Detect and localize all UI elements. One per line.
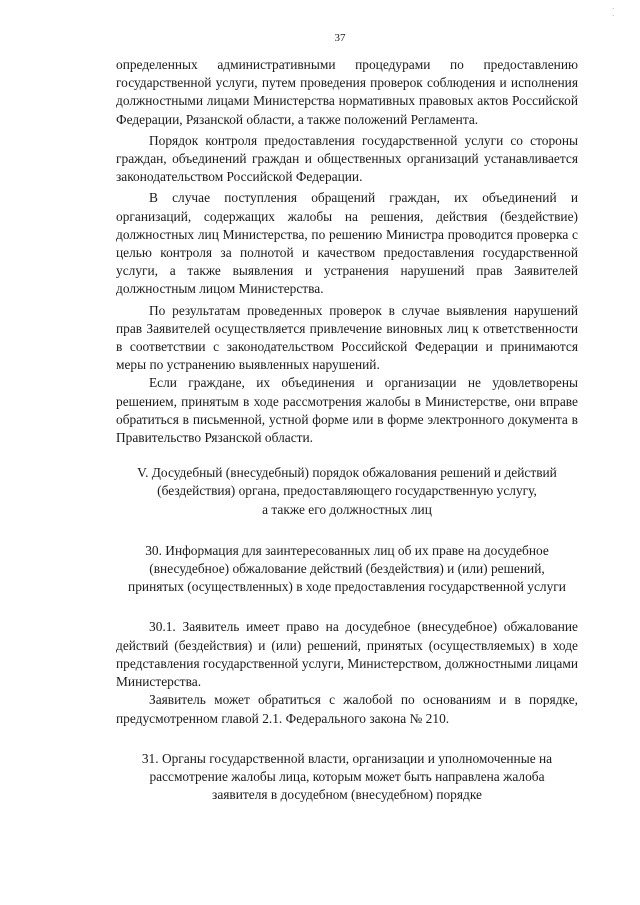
subsection-31-heading-line: рассмотрение жалобы лица, которым может быть направлена жалоба	[149, 768, 545, 784]
section-v-heading-line: а также его должностных лиц	[262, 501, 432, 517]
paragraph-30-2: Заявитель может обратиться с жалобой по основаниям и в порядке, предусмотренном главой 2.1. Федерального закона № 210.	[116, 692, 578, 726]
document-body	[116, 56, 578, 804]
section-v-heading	[116, 464, 578, 519]
paragraph-dissatisfied-appeal: Если граждане, их объединения и организации не удовлетворены решением, принятым в ходе рассмотрения жалобы в Министерстве, они вправе обратиться в письменной, устной форме или в форме электронного документа в Правительство Рязанской области.	[116, 375, 578, 446]
paragraph-control-procedure: Порядок контроля предоставления государственной услуги со стороны граждан, объединений граждан и общественных организаций устанавливается законодательством Российской Федерации.	[116, 132, 578, 185]
paragraph-30-1: 30.1. Заявитель имеет право на досудебное (внесудебное) обжалование действий (бездействия) и (или) решений, принятых (осуществляемых) в ходе представления государственной услуги, Министерством, должностными лицами Министерства.	[116, 619, 578, 690]
paragraph-continuation: определенных административными процедурами по предоставлению государственной услуги, путем проведения проверок соблюдения и исполнения должностными лицами Министерства нормативных правовых актов Российской Федерации, Рязанской области, а также положений Регламента.	[116, 57, 578, 127]
paragraph-complaint-inspection: В случае поступления обращений граждан, их объединений и организаций, содержащих жалобы на решения, действия (бездействие) должностных лиц Министерства, по решению Министра проводится проверка с целью контроля за полнотой и качеством предоставления государственной услуги, а также выявления и устранения нарушений прав Заявителей должностным лицом Министерства.	[116, 190, 578, 297]
subsection-30-heading-line: 30. Информация для заинтересованных лиц об их праве на досудебное	[145, 542, 549, 558]
section-v-heading-line: V. Досудебный (внесудебный) порядок обжалования решений и действий	[137, 465, 557, 481]
subsection-31-heading	[116, 750, 578, 805]
section-v-heading-line: (бездействия) органа, предоставляющего государственную услугу,	[157, 483, 537, 499]
subsection-30-heading	[116, 542, 578, 597]
subsection-30-heading-line: принятых (осуществленных) в ходе предоставления государственной услуги	[128, 579, 566, 595]
subsection-31-heading-line: заявителя в досудебном (внесудебном) порядке	[212, 787, 482, 803]
paragraph-inspection-results: По результатам проведенных проверок в случае выявления нарушений прав Заявителей осуществляется привлечение виновных лиц к ответственности в соответствии с законодательством Российской Федерации и принимаются меры по устранению выявленных нарушений.	[116, 302, 578, 373]
subsection-30-heading-line: (внесудебное) обжалование действий (бездействия) и (или) решений,	[149, 561, 545, 577]
subsection-31-heading-line: 31. Органы государственной власти, организации и уполномоченные на	[141, 750, 553, 766]
page-number: 37	[334, 32, 346, 44]
margin-mark: · ·	[612, 5, 615, 20]
